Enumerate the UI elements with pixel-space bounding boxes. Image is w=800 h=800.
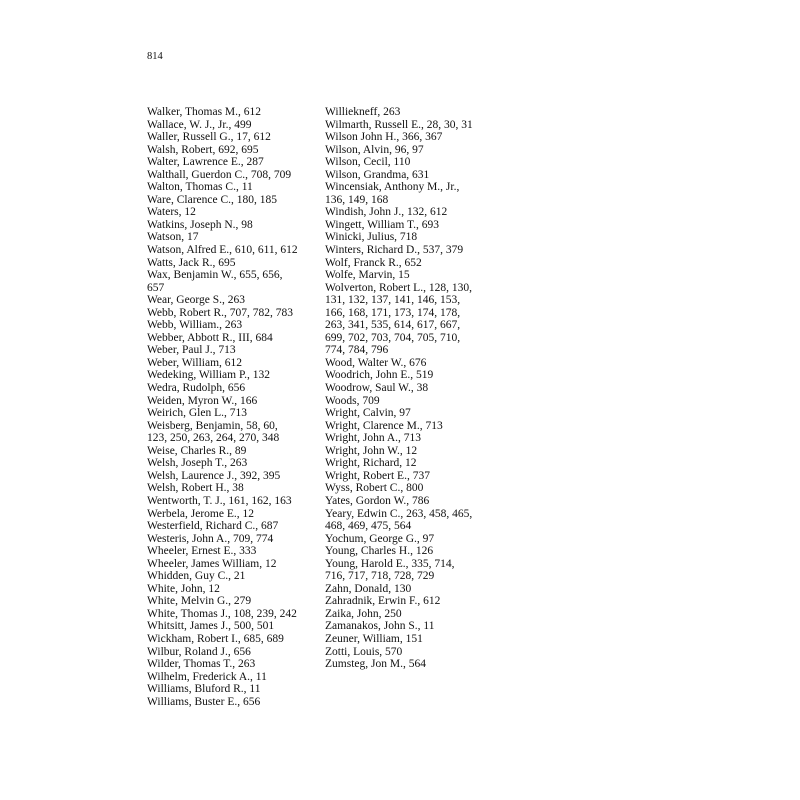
index-entry: Wright, Calvin, 97 [325, 407, 411, 420]
index-entry: Windish, John J., 132, 612 [325, 206, 448, 219]
index-entry: 131, 132, 137, 141, 146, 153, [325, 294, 461, 307]
index-entry: 123, 250, 263, 264, 270, 348 [147, 432, 280, 445]
index-entry: Walker, Thomas M., 612 [147, 106, 262, 118]
index-entry: 699, 702, 703, 704, 705, 710, [325, 331, 461, 344]
index-entry: Watson, Alfred E., 610, 611, 612 [147, 244, 298, 257]
index-entry: Zeuner, William, 151 [325, 632, 423, 645]
index-entry: Werbela, Jerome E., 12 [147, 507, 255, 520]
index-entry: Welsh, Joseph T., 263 [147, 457, 248, 470]
index-entry: Zotti, Louis, 570 [325, 645, 403, 658]
index-entry: Weisberg, Benjamin, 58, 60, [147, 419, 278, 432]
index-entry: Walsh, Robert, 692, 695 [147, 143, 259, 156]
index-entry: Woods, 709 [325, 394, 380, 407]
index-entry: Wright, Clarence M., 713 [325, 419, 443, 432]
index-entry: Zahn, Donald, 130 [325, 582, 412, 595]
index-entry: Walthall, Guerdon C., 708, 709 [147, 168, 292, 181]
index-entry: Wilson, Alvin, 96, 97 [325, 143, 424, 156]
index-entry: Wilson John H., 366, 367 [325, 131, 443, 144]
index-entry: Woodrow, Saul W., 38 [325, 382, 429, 395]
index-entry: Woodrich, John E., 519 [325, 369, 434, 382]
index-entry: Wedra, Rudolph, 656 [147, 382, 246, 395]
index-entry: Williekneff, 263 [325, 106, 401, 118]
index-entry: Zumsteg, Jon M., 564 [325, 658, 426, 671]
index-entry: White, Melvin G., 279 [147, 595, 252, 608]
index-entry: Westeris, John A., 709, 774 [147, 532, 274, 545]
index-entry: Wax, Benjamin W., 655, 656, [147, 269, 283, 282]
index-entry: Wolverton, Robert L., 128, 130, [325, 281, 472, 294]
index-entry: Whitsitt, James J., 500, 501 [147, 620, 275, 633]
index-entry: Weber, William, 612 [147, 356, 243, 369]
index-entry: Wentworth, T. J., 161, 162, 163 [147, 494, 292, 507]
index-entry: Wincensiak, Anthony M., Jr., [325, 181, 460, 194]
index-entry: Westerfield, Richard C., 687 [147, 520, 279, 533]
index-entry: Waller, Russell G., 17, 612 [147, 131, 271, 144]
index-entry: Wilmarth, Russell E., 28, 30, 31 [325, 118, 473, 131]
index-entry: Zamanakos, John S., 11 [325, 620, 435, 633]
index-column-left [147, 106, 325, 708]
index-entry: Weber, Paul J., 713 [147, 344, 236, 357]
index-entry: Webb, Robert R., 707, 782, 783 [147, 306, 294, 319]
index-entry: Wedeking, William P., 132 [147, 369, 270, 382]
index-entry: Wilder, Thomas T., 263 [147, 658, 256, 671]
index-entry: Young, Harold E., 335, 714, [325, 557, 455, 570]
index-entry: Watkins, Joseph N., 98 [147, 218, 253, 231]
index-entry: Yates, Gordon W., 786 [325, 494, 430, 507]
index-entry: Welsh, Laurence J., 392, 395 [147, 469, 281, 482]
index-entry: Winicki, Julius, 718 [325, 231, 418, 244]
index-entry: Wickham, Robert I., 685, 689 [147, 632, 284, 645]
index-entry: White, Thomas J., 108, 239, 242 [147, 607, 297, 620]
index-entry: Wallace, W. J., Jr., 499 [147, 118, 252, 131]
index-entry: 774, 784, 796 [325, 344, 389, 357]
index-entry: Wingett, William T., 693 [325, 218, 440, 231]
index-entry: Watson, 17 [147, 231, 199, 244]
index-entry: Wear, George S., 263 [147, 294, 246, 307]
index-entry: Wilbur, Roland J., 656 [147, 645, 251, 658]
index-entry: Wheeler, Ernest E., 333 [147, 545, 257, 558]
index-entry: Zahradnik, Erwin F., 612 [325, 595, 441, 608]
index-entry: Walton, Thomas C., 11 [147, 181, 253, 194]
index-entry: 716, 717, 718, 728, 729 [325, 570, 435, 583]
index-entry: Webb, William., 263 [147, 319, 243, 332]
index-entry: Wolf, Franck R., 652 [325, 256, 422, 269]
index-entry: Wheeler, James William, 12 [147, 557, 277, 570]
index-entry: White, John, 12 [147, 582, 220, 595]
index-entry: Yeary, Edwin C., 263, 458, 465, [325, 507, 473, 520]
index-entry: Wilson, Grandma, 631 [325, 168, 430, 181]
index-entry: Whidden, Guy C., 21 [147, 570, 246, 583]
page-number: 814 [147, 51, 163, 62]
index-entry: Wyss, Robert C., 800 [325, 482, 424, 495]
index-entry: Yochum, George G., 97 [325, 532, 435, 545]
index-entry: 263, 341, 535, 614, 617, 667, [325, 319, 461, 332]
index-entry: Wilson, Cecil, 110 [325, 156, 411, 169]
index-entry: Wilhelm, Frederick A., 11 [147, 670, 267, 683]
index-entry: 657 [147, 281, 165, 294]
index-entry: Walter, Lawrence E., 287 [147, 156, 264, 169]
index-entry: Wood, Walter W., 676 [325, 356, 427, 369]
index-entry: 166, 168, 171, 173, 174, 178, [325, 306, 461, 319]
index-entry: Waters, 12 [147, 206, 196, 219]
index-entry: Ware, Clarence C., 180, 185 [147, 193, 278, 206]
index-entry: Weise, Charles R., 89 [147, 444, 247, 457]
index-entry: 468, 469, 475, 564 [325, 520, 412, 533]
index-entry: Wright, Robert E., 737 [325, 469, 430, 482]
index-entry: Weirich, Glen L., 713 [147, 407, 247, 420]
index-entry: Winters, Richard D., 537, 379 [325, 244, 464, 257]
index-entry: Weiden, Myron W., 166 [147, 394, 258, 407]
index-entry: Wright, John A., 713 [325, 432, 422, 445]
index-entry: Welsh, Robert H., 38 [147, 482, 244, 495]
index-entry: 136, 149, 168 [325, 193, 389, 206]
index-entry: Wright, Richard, 12 [325, 457, 417, 470]
index-column-right [325, 106, 503, 671]
index-entry: Williams, Bluford R., 11 [147, 683, 261, 696]
index-entry: Webber, Abbott R., III, 684 [147, 331, 273, 344]
index-entry: Wolfe, Marvin, 15 [325, 269, 410, 282]
index-entry: Wright, John W., 12 [325, 444, 418, 457]
index-entry: Watts, Jack R., 695 [147, 256, 236, 269]
index-entry: Young, Charles H., 126 [325, 545, 434, 558]
index-entry: Zaika, John, 250 [325, 607, 402, 620]
index-entry: Williams, Buster E., 656 [147, 695, 261, 708]
